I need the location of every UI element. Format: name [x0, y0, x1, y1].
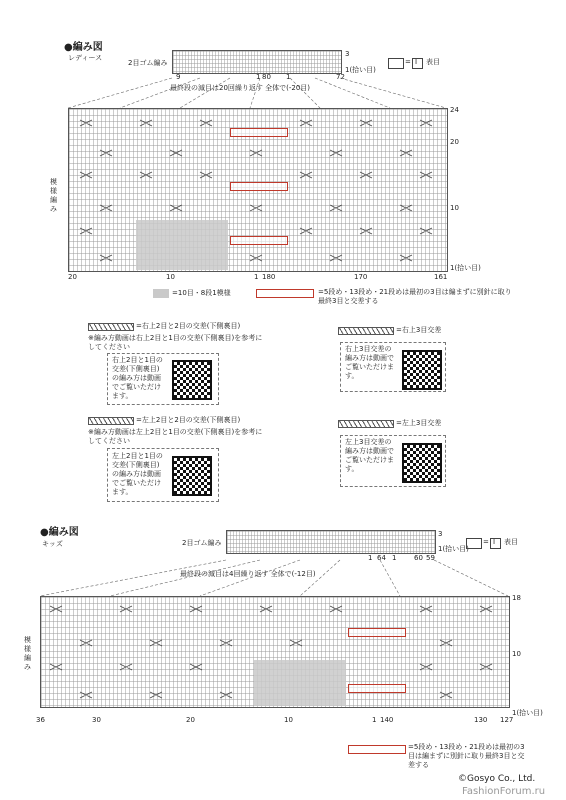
right-3-cross-label: =右上3目交差	[396, 326, 442, 334]
ladies-knit-symbol: I	[415, 58, 418, 66]
kids-rib-row-pickup: 1(拾い目)	[438, 545, 469, 553]
kids-bottom-num: 127	[500, 716, 514, 724]
kids-row-number: 10	[512, 650, 521, 658]
ladies-rib-row: 3	[345, 50, 350, 58]
kids-bottom-num: 20	[186, 716, 195, 724]
ladies-row-number: 20	[450, 138, 459, 146]
ladies-rib-num: 1	[256, 73, 261, 81]
kids-bottom-num: 30	[92, 716, 101, 724]
kids-rib-row: 3	[438, 530, 443, 538]
ladies-bottom-num: 180	[262, 273, 276, 281]
kids-bottom-num: 130	[474, 716, 488, 724]
kids-rib-num: 64	[377, 554, 386, 562]
kids-rib-num: 1	[368, 554, 373, 562]
right-2-2-cross-note: ※編み方動画は右上2目と1目の交差(下側裏目)を参考にしてください	[88, 334, 263, 351]
ladies-decrease-note: 最終段の減目は20回繰り返す 全体で(-20目)	[170, 84, 311, 92]
kids-bottom-num: 36	[36, 716, 45, 724]
kids-row-number: 1(拾い目)	[512, 709, 543, 717]
kids-red-legend: =5段め・13段め・21段めは最初の3目は編まずに別針に取り最終3目と交差する	[408, 743, 525, 769]
kids-rib-num: 60	[414, 554, 423, 562]
kids-side-label: 模様編み	[24, 636, 31, 671]
shade-legend-text: =10目・8段1模様	[172, 289, 231, 297]
ladies-bottom-num: 161	[434, 273, 448, 281]
kids-bottom-num: 1	[372, 716, 377, 724]
kids-knit-symbol: I	[493, 538, 496, 546]
kids-legend-equals: =	[483, 538, 489, 546]
ladies-row-number: 24	[450, 106, 459, 114]
ladies-legend-text: 表目	[426, 58, 440, 66]
kids-decrease-note: 最終段の減目は4回繰り返す 全体で(-12目)	[180, 570, 316, 578]
ladies-rib-num: 80	[262, 73, 271, 81]
right-3-video-text: 右上3目交差の編み方は動画でご覧いただけます。	[345, 345, 394, 380]
kids-rib-label: 2目ゴム編み	[182, 539, 222, 547]
kids-rib-num: 59	[426, 554, 435, 562]
ladies-bottom-num: 20	[68, 273, 77, 281]
left-3-cross-label: =左上3目交差	[396, 419, 442, 427]
ladies-heading: ●編み図	[64, 42, 103, 53]
ladies-bottom-num: 170	[354, 273, 368, 281]
left-2-1-video-text: 左上2目と1目の交差(下側裏目)の編み方は動画でご覧いただけます。	[112, 452, 163, 496]
kids-red-legend-swatch	[348, 745, 406, 754]
kids-subtitle: キッズ	[42, 540, 63, 548]
kids-bottom-num: 140	[380, 716, 394, 724]
ladies-row-number: 1(拾い目)	[450, 264, 481, 272]
ladies-rib-row-pickup: 1(拾い目)	[345, 66, 376, 74]
kids-row-number: 18	[512, 594, 521, 602]
kids-bottom-num: 10	[284, 716, 293, 724]
kids-heading: ●編み図	[40, 527, 79, 538]
left-3-video-text: 左上3目交差の編み方は動画でご覧いただけます。	[345, 438, 394, 473]
ladies-bottom-num: 1	[254, 273, 259, 281]
ladies-rib-num: 9	[176, 73, 181, 81]
ladies-rib-num: 1	[286, 73, 291, 81]
ladies-subtitle: レディース	[68, 54, 103, 62]
ladies-side-label: 模様編み	[50, 178, 57, 213]
kids-rib-num: 1	[392, 554, 397, 562]
ladies-legend-equals: =	[405, 58, 411, 66]
right-2-2-cross-label: =右上2目と2目の交差(下側裏目)	[136, 322, 241, 330]
copyright: ©Gosyo Co., Ltd.	[458, 774, 536, 784]
ladies-rib-num: 72	[336, 73, 345, 81]
ladies-row-number: 10	[450, 204, 459, 212]
left-2-2-cross-label: =左上2目と2目の交差(下側裏目)	[136, 416, 241, 424]
ladies-bottom-num: 10	[166, 273, 175, 281]
ladies-red-legend: =5段め・13段め・21段めは最初の3目は編まずに別針に取り最終3目と交差する	[318, 288, 512, 305]
ladies-rib-label: 2目ゴム編み	[128, 59, 168, 67]
left-2-2-cross-note: ※編み方動画は左上2目と1目の交差(下側裏目)を参考にしてください	[88, 428, 263, 445]
kids-legend-text: 表目	[504, 538, 518, 546]
right-2-1-video-text: 右上2目と1目の交差(下側裏目)の編み方は動画でご覧いただけます。	[112, 356, 163, 400]
watermark: FashionForum.ru	[462, 786, 546, 797]
